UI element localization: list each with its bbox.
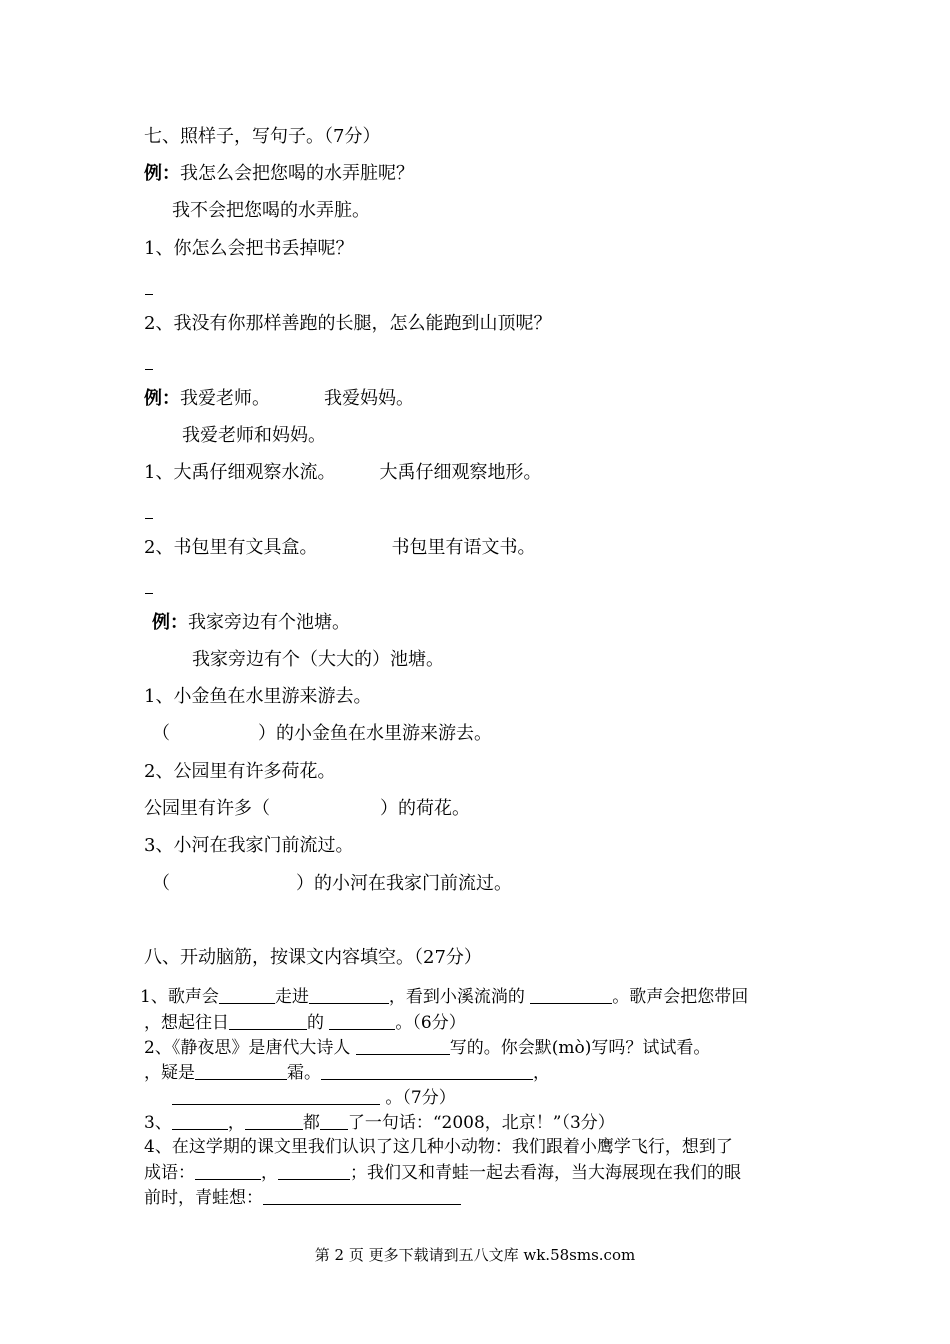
answer-line[interactable]	[145, 294, 153, 295]
ex1-item-1: 1、你怎么会把书丢掉呢？	[144, 238, 354, 259]
blank[interactable]	[278, 1161, 350, 1180]
q2-text-b: 写的。你会默(mò)写吗？试试看。	[449, 1038, 711, 1058]
blank[interactable]	[245, 1111, 303, 1130]
ex3-item-2-pre: 公园里有许多（	[144, 798, 270, 819]
example-label: 例：	[144, 163, 180, 184]
ex2-item-1a: 1、大禹仔细观察水流。	[144, 462, 336, 483]
q3-text-c: 都	[302, 1113, 320, 1133]
ex2-item-1b: 大禹仔细观察地形。	[379, 462, 542, 483]
ex3-item-1-fill	[152, 723, 492, 745]
q2-text-f: 。（7分）	[385, 1088, 456, 1108]
q4-line-3	[144, 1186, 461, 1209]
example-3-question	[152, 612, 350, 634]
example-2-q2: 我爱妈妈。	[324, 388, 414, 409]
blank[interactable]	[172, 1086, 380, 1105]
answer-line[interactable]	[145, 518, 153, 519]
ex3-item-3-rest: ）的小河在我家门前流过。	[296, 873, 512, 894]
q1-text-d: 。歌声会把您带回	[612, 987, 749, 1007]
q2-text-c: ，疑是	[144, 1063, 195, 1083]
blank[interactable]	[329, 1011, 395, 1030]
q4-text-c: ，	[261, 1163, 278, 1183]
q2-line-2	[144, 1061, 550, 1084]
q4-text-e: 前时，青蛙想：	[144, 1188, 263, 1208]
blank[interactable]	[229, 1011, 307, 1030]
blank[interactable]	[263, 1186, 461, 1205]
open-paren: （	[152, 723, 170, 744]
answer-line[interactable]	[145, 593, 153, 594]
q1-text-e: ，想起往日	[144, 1013, 229, 1033]
blank[interactable]	[195, 1061, 287, 1080]
q2-line-3	[172, 1086, 456, 1109]
open-paren: （	[152, 873, 170, 894]
ex3-item-2-rest: ）的荷花。	[380, 798, 470, 819]
blank[interactable]	[530, 985, 612, 1004]
q1-text-f: 的	[307, 1013, 324, 1033]
q4-line-1: 4、在这学期的课文里我们认识了这几种小动物：我们跟着小鹰学飞行，想到了	[144, 1137, 733, 1157]
example-label: 例：	[152, 612, 188, 633]
example-2-q1: 我爱老师。	[180, 388, 270, 409]
blank[interactable]	[219, 985, 275, 1004]
ex2-item-2a: 2、书包里有文具盒。	[144, 537, 318, 558]
q3-line	[144, 1111, 615, 1134]
q3-text-a: 3、	[144, 1113, 172, 1133]
example-1-question	[144, 163, 414, 185]
q2-text-a: 2、《静夜思》是唐代大诗人	[144, 1038, 351, 1058]
blank[interactable]	[320, 1111, 348, 1130]
blank[interactable]	[356, 1036, 450, 1055]
ex2-item-2	[144, 537, 535, 559]
example-3-q-text: 我家旁边有个池塘。	[188, 612, 350, 633]
q4-text-b: 成语：	[144, 1163, 195, 1183]
q1-text-c: ，看到小溪流淌的	[388, 987, 525, 1007]
ex2-item-2b: 书包里有语文书。	[391, 537, 536, 558]
example-1-q-text: 我怎么会把您喝的水弄脏呢？	[180, 163, 414, 184]
example-1-answer: 我不会把您喝的水弄脏。	[172, 200, 370, 221]
answer-line[interactable]	[145, 369, 153, 370]
example-2-question	[144, 388, 414, 410]
q2-text-d: 霜。	[287, 1063, 321, 1083]
q1-line-2	[144, 1011, 466, 1034]
ex3-item-3: 3、小河在我家门前流过。	[144, 835, 354, 856]
example-3-answer: 我家旁边有个（大大的）池塘。	[192, 649, 444, 670]
q2-text-e: ，	[533, 1063, 550, 1083]
q3-text-b: ，	[227, 1113, 245, 1133]
blank[interactable]	[195, 1161, 261, 1180]
section-7-title: 七、照样子，写句子。（7分）	[144, 126, 381, 147]
q1-line-1	[140, 985, 748, 1008]
ex3-item-1-rest: ）的小金鱼在水里游来游去。	[258, 723, 492, 744]
q1-text-g: 。（6分）	[395, 1013, 466, 1033]
section-8-title: 八、开动脑筋，按课文内容填空。（27分）	[144, 947, 482, 968]
ex3-item-2-fill	[144, 798, 470, 820]
q4-line-2	[144, 1161, 741, 1184]
ex3-item-1: 1、小金鱼在水里游来游去。	[144, 686, 372, 707]
ex2-item-1	[144, 462, 541, 484]
blank[interactable]	[309, 985, 389, 1004]
q4-text-d: ；我们又和青蛙一起去看海，当大海展现在我们的眼	[350, 1163, 741, 1183]
blank[interactable]	[172, 1111, 228, 1130]
ex3-item-2: 2、公园里有许多荷花。	[144, 761, 336, 782]
example-label: 例：	[144, 388, 180, 409]
page-footer: 第 2 页 更多下载请到五八文库 wk.58sms.com	[314, 1246, 636, 1264]
q1-text-b: 走进	[274, 987, 309, 1007]
ex1-item-2: 2、我没有你那样善跑的长腿，怎么能跑到山顶呢？	[144, 313, 552, 334]
ex3-item-3-fill	[152, 873, 512, 895]
q3-text-d: 了一句话：“2008，北京！”（3分）	[347, 1113, 615, 1133]
example-2-answer: 我爱老师和妈妈。	[182, 425, 326, 446]
q2-line-1	[144, 1036, 710, 1059]
q1-text-a: 1、歌声会	[140, 987, 219, 1007]
blank[interactable]	[321, 1061, 533, 1080]
